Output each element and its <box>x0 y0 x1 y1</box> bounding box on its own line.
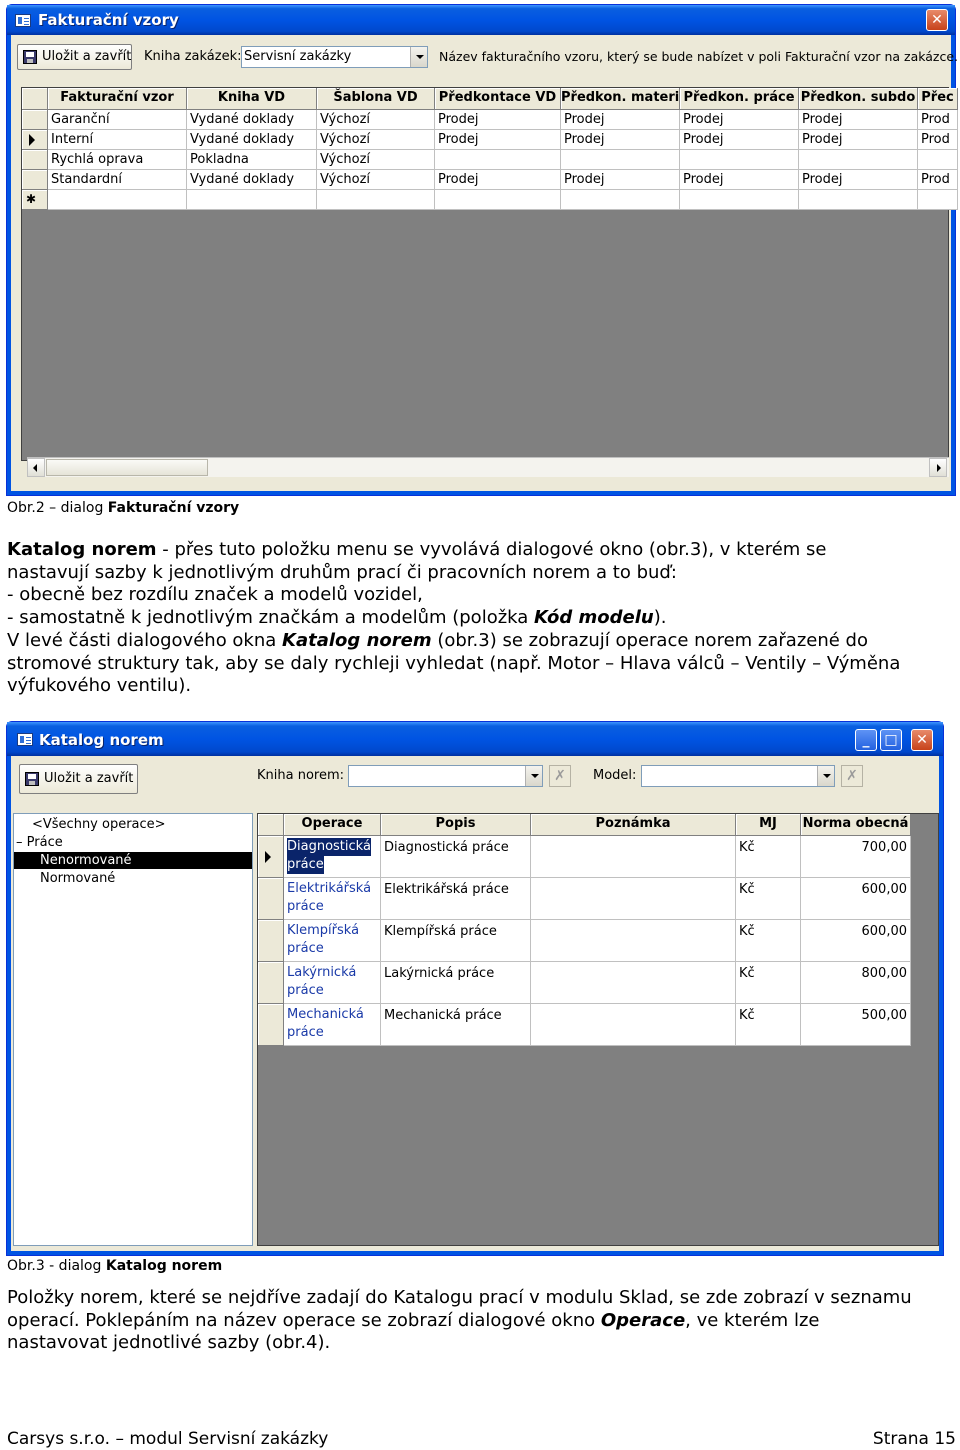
clear-filter-kniha-icon[interactable]: ✗ <box>549 765 571 787</box>
column-header[interactable]: Fakturační vzor <box>48 88 187 110</box>
rate-cell[interactable]: 600,00 <box>801 920 911 962</box>
para1-line-4 <box>7 607 957 630</box>
column-header[interactable]: Poznámka <box>531 814 736 836</box>
minimize-button[interactable]: _ <box>855 729 877 751</box>
window-icon <box>15 14 31 27</box>
table-cell[interactable]: Standardní <box>48 170 187 190</box>
table-cell[interactable] <box>561 190 680 210</box>
operation-name-line-2: práce <box>287 983 324 998</box>
table-cell[interactable] <box>799 190 918 210</box>
row-selector[interactable] <box>258 836 284 878</box>
operation-name-line-2: práce <box>287 857 324 872</box>
scrollbar-thumb[interactable] <box>46 459 208 476</box>
operation-name-line-2: práce <box>287 1025 324 1040</box>
operation-name-line-1: Klempířská <box>287 923 360 938</box>
figure-3-caption <box>7 1258 222 1274</box>
table-cell[interactable]: Prod <box>918 110 958 130</box>
table-cell[interactable]: Prodej <box>561 110 680 130</box>
note-cell[interactable] <box>531 962 736 1004</box>
tree-collapse-icon[interactable]: – <box>16 835 27 850</box>
row-selector[interactable] <box>22 110 48 130</box>
operation-cell[interactable] <box>284 920 381 962</box>
table-cell[interactable]: Prodej <box>435 130 561 150</box>
table-cell[interactable]: Výchozí <box>317 130 435 150</box>
rate-cell[interactable]: 600,00 <box>801 878 911 920</box>
table-cell[interactable]: Prodej <box>799 130 918 150</box>
para1-emphasis-katalog: Katalog norem <box>282 629 432 651</box>
para1-line-1-text: - přes tuto položku menu se vyvolává dialogové okno (obr.3), v kterém se <box>156 539 827 560</box>
operation-name-line-1: Mechanická <box>287 1007 364 1022</box>
description-cell[interactable]: Mechanická práce <box>381 1004 531 1046</box>
column-header[interactable]: Operace <box>284 814 381 836</box>
para1-line-4-post: ). <box>653 607 667 629</box>
figure-2-caption <box>7 500 239 516</box>
note-cell[interactable] <box>531 878 736 920</box>
footer-left: Carsys s.r.o. – modul Servisní zakázky <box>7 1429 329 1449</box>
table-cell[interactable]: Výchozí <box>317 110 435 130</box>
kniha-zakazek-label: Kniha zakázek: <box>144 49 242 64</box>
window-border-left <box>7 35 11 495</box>
para1-line-5-pre: V levé části dialogového okna <box>7 629 283 651</box>
para1-line-3: - obecně bez rozdílu značek a modelů vozidel, <box>7 584 423 606</box>
save-and-close-button[interactable] <box>17 44 132 70</box>
para2-line-3: nastavovat jednotlivé sazby (obr.4). <box>7 1332 331 1354</box>
para1-line-1 <box>7 539 957 562</box>
para1-term: Katalog norem <box>7 539 157 560</box>
para1-line-5 <box>7 630 957 653</box>
column-header[interactable]: MJ <box>736 814 801 836</box>
table-cell[interactable]: Prod <box>918 130 958 150</box>
window-icon <box>17 733 33 746</box>
rate-cell[interactable]: 800,00 <box>801 962 911 1004</box>
unit-cell[interactable]: Kč <box>736 878 801 920</box>
save-icon <box>23 50 37 64</box>
window-border-right <box>939 756 943 1255</box>
column-header[interactable]: Předkon. materi <box>561 88 680 110</box>
save-button-label: Uložit a zavřít <box>44 771 134 786</box>
column-header[interactable]: Předkon. práce <box>680 88 799 110</box>
grid-corner[interactable] <box>22 88 48 110</box>
row-selector[interactable] <box>22 130 48 150</box>
table-cell[interactable] <box>680 190 799 210</box>
note-cell[interactable] <box>531 836 736 878</box>
table-cell[interactable] <box>918 190 958 210</box>
para1-line-7: výfukového ventilu). <box>7 675 192 697</box>
table-cell[interactable]: Vydané doklady <box>187 170 317 190</box>
tree-node-all-operations[interactable]: <Všechny operace> <box>32 817 166 832</box>
save-button-label: Uložit a zavřít <box>42 49 132 64</box>
scroll-left-icon[interactable] <box>27 458 45 477</box>
description-cell[interactable]: Klempířská práce <box>381 920 531 962</box>
clear-filter-model-icon[interactable]: ✗ <box>841 765 863 787</box>
caption-prefix: Obr.2 – dialog <box>7 500 108 516</box>
tree-node-nenormovane[interactable]: Nenormované <box>14 852 252 869</box>
save-icon <box>25 772 39 786</box>
para2-line-2 <box>7 1310 957 1333</box>
row-selector[interactable] <box>258 962 284 1004</box>
title-bar[interactable] <box>7 5 955 35</box>
save-and-close-button[interactable] <box>19 764 138 794</box>
para2-line-2-post: , ve kterém lze <box>685 1309 820 1331</box>
unit-cell[interactable]: Kč <box>736 920 801 962</box>
unit-cell[interactable]: Kč <box>736 836 801 878</box>
column-header[interactable]: Norma obecná <box>801 814 911 836</box>
row-selector[interactable] <box>22 150 48 170</box>
table-cell[interactable]: Prodej <box>680 170 799 190</box>
caption-prefix: Obr.3 - dialog <box>7 1258 106 1274</box>
paragraph-katalog-norem <box>7 539 957 698</box>
operation-name-line-1: Lakýrnická <box>287 965 357 980</box>
table-cell[interactable]: Rychlá oprava <box>48 150 187 170</box>
note-cell[interactable] <box>531 1004 736 1046</box>
operation-cell[interactable] <box>284 878 381 920</box>
window-border-left <box>7 756 11 1255</box>
table-cell[interactable]: Prodej <box>799 110 918 130</box>
model-select[interactable] <box>641 765 835 787</box>
table-cell[interactable]: Výchozí <box>317 170 435 190</box>
table-cell[interactable]: Prodej <box>680 130 799 150</box>
table-cell[interactable]: Vydané doklady <box>187 130 317 150</box>
table-cell[interactable]: Prodej <box>561 170 680 190</box>
kniha-norem-label: Kniha norem: <box>257 768 345 783</box>
chevron-down-icon[interactable] <box>410 47 427 67</box>
operation-cell[interactable] <box>284 962 381 1004</box>
table-cell[interactable]: Výchozí <box>317 150 435 170</box>
horizontal-scrollbar[interactable] <box>27 457 949 477</box>
table-cell[interactable] <box>435 150 561 170</box>
unit-cell[interactable]: Kč <box>736 1004 801 1046</box>
row-selector[interactable] <box>258 878 284 920</box>
operation-name-line-1: Elektrikářská <box>287 881 372 896</box>
caption-title: Fakturační vzory <box>107 500 240 516</box>
row-selector[interactable] <box>22 190 48 210</box>
table-cell[interactable] <box>187 190 317 210</box>
table-cell[interactable] <box>680 150 799 170</box>
table-cell[interactable]: Garanční <box>48 110 187 130</box>
column-header[interactable]: Přec <box>918 88 958 110</box>
operation-cell[interactable] <box>284 1004 381 1046</box>
operations-grid <box>257 813 939 1246</box>
table-cell[interactable] <box>48 190 187 210</box>
scroll-right-icon[interactable] <box>929 458 947 477</box>
operation-name-line-2: práce <box>287 899 324 914</box>
table-cell[interactable]: Prodej <box>435 170 561 190</box>
column-header[interactable]: Předkontace VD <box>435 88 561 110</box>
title-bar[interactable] <box>7 722 943 756</box>
row-selector[interactable] <box>258 1004 284 1046</box>
tree-node-prace-label: Práce <box>26 835 63 850</box>
table-cell[interactable]: Prodej <box>680 110 799 130</box>
window-title: Katalog norem <box>39 731 164 749</box>
para1-emphasis-kod-modelu: Kód modelu <box>534 607 654 629</box>
para1-line-4-pre: - samostatně k jednotlivým značkám a modelům (položka <box>7 607 535 629</box>
row-selector[interactable] <box>258 920 284 962</box>
para2-line-1: Položky norem, které se nejdříve zadají do Katalogu prací v modulu Sklad, se zde zobrazí v seznamu <box>7 1287 912 1308</box>
table-cell[interactable] <box>435 190 561 210</box>
table-cell[interactable]: Prodej <box>799 170 918 190</box>
field-hint: Název fakturačního vzoru, který se bude nabízet v poli Fakturační vzor na zakázce. <box>439 49 959 64</box>
close-button[interactable]: ✕ <box>926 9 948 31</box>
close-button[interactable]: ✕ <box>911 729 933 751</box>
rate-cell[interactable]: 700,00 <box>801 836 911 878</box>
column-header[interactable]: Popis <box>381 814 531 836</box>
description-cell[interactable]: Diagnostická práce <box>381 836 531 878</box>
tree-node-normovane[interactable]: Normované <box>40 871 116 886</box>
window-title: Fakturační vzory <box>38 11 179 29</box>
katalog-norem-window <box>6 721 944 1256</box>
unit-cell[interactable]: Kč <box>736 962 801 1004</box>
kniha-norem-select[interactable] <box>348 765 543 787</box>
caption-title: Katalog norem <box>105 1258 223 1274</box>
fakturacni-vzory-window <box>6 4 959 496</box>
table-cell[interactable]: Vydané doklady <box>187 110 317 130</box>
window-border-bottom <box>7 1251 943 1255</box>
table-cell[interactable]: Prodej <box>435 110 561 130</box>
footer-page-number: Strana 15 <box>872 1429 956 1449</box>
table-cell[interactable] <box>918 150 958 170</box>
operation-name-line-1: Diagnostická <box>287 839 371 854</box>
invoice-template-grid <box>21 87 954 461</box>
para1-line-5-post: (obr.3) se zobrazují operace norem zařazené do <box>431 629 868 651</box>
row-selector[interactable] <box>22 170 48 190</box>
table-cell[interactable]: Prodej <box>561 130 680 150</box>
operation-cell[interactable] <box>284 836 381 878</box>
grid-corner[interactable] <box>258 814 284 836</box>
note-cell[interactable] <box>531 920 736 962</box>
column-header[interactable]: Předkon. subdo <box>799 88 918 110</box>
para2-emphasis-operace: Operace <box>600 1309 686 1331</box>
kniha-zakazek-select[interactable] <box>241 46 428 68</box>
table-cell[interactable]: Prod <box>918 170 958 190</box>
column-header[interactable]: Šablona VD <box>317 88 435 110</box>
maximize-button[interactable]: □ <box>880 729 902 751</box>
table-cell[interactable] <box>799 150 918 170</box>
table-cell[interactable]: Pokladna <box>187 150 317 170</box>
para1-line-6: stromové struktury tak, aby se daly rychleji vyhledat (např. Motor – Hlava válců – Ventily – Výměna <box>7 652 901 674</box>
table-cell[interactable] <box>561 150 680 170</box>
model-label: Model: <box>593 768 637 783</box>
window-border-bottom <box>7 491 955 495</box>
description-cell[interactable]: Lakýrnická práce <box>381 962 531 1004</box>
para1-line-2: nastavují sazby k jednotlivým druhům prací či pracovních norem a to buď: <box>7 561 677 583</box>
table-cell[interactable]: Interní <box>48 130 187 150</box>
column-header[interactable]: Kniha VD <box>187 88 317 110</box>
rate-cell[interactable]: 500,00 <box>801 1004 911 1046</box>
description-cell[interactable]: Elektrikářská práce <box>381 878 531 920</box>
paragraph-polozky-norem <box>7 1287 957 1355</box>
tree-node-prace[interactable] <box>16 834 63 851</box>
para2-line-2-pre: operací. Poklepáním na název operace se zobrazí dialogové okno <box>7 1309 601 1331</box>
chevron-down-icon[interactable] <box>525 766 542 786</box>
table-cell[interactable] <box>317 190 435 210</box>
kniha-zakazek-value: Servisní zakázky <box>244 49 352 64</box>
chevron-down-icon[interactable] <box>817 766 834 786</box>
operations-tree[interactable] <box>13 813 253 1246</box>
operation-name-line-2: práce <box>287 941 324 956</box>
